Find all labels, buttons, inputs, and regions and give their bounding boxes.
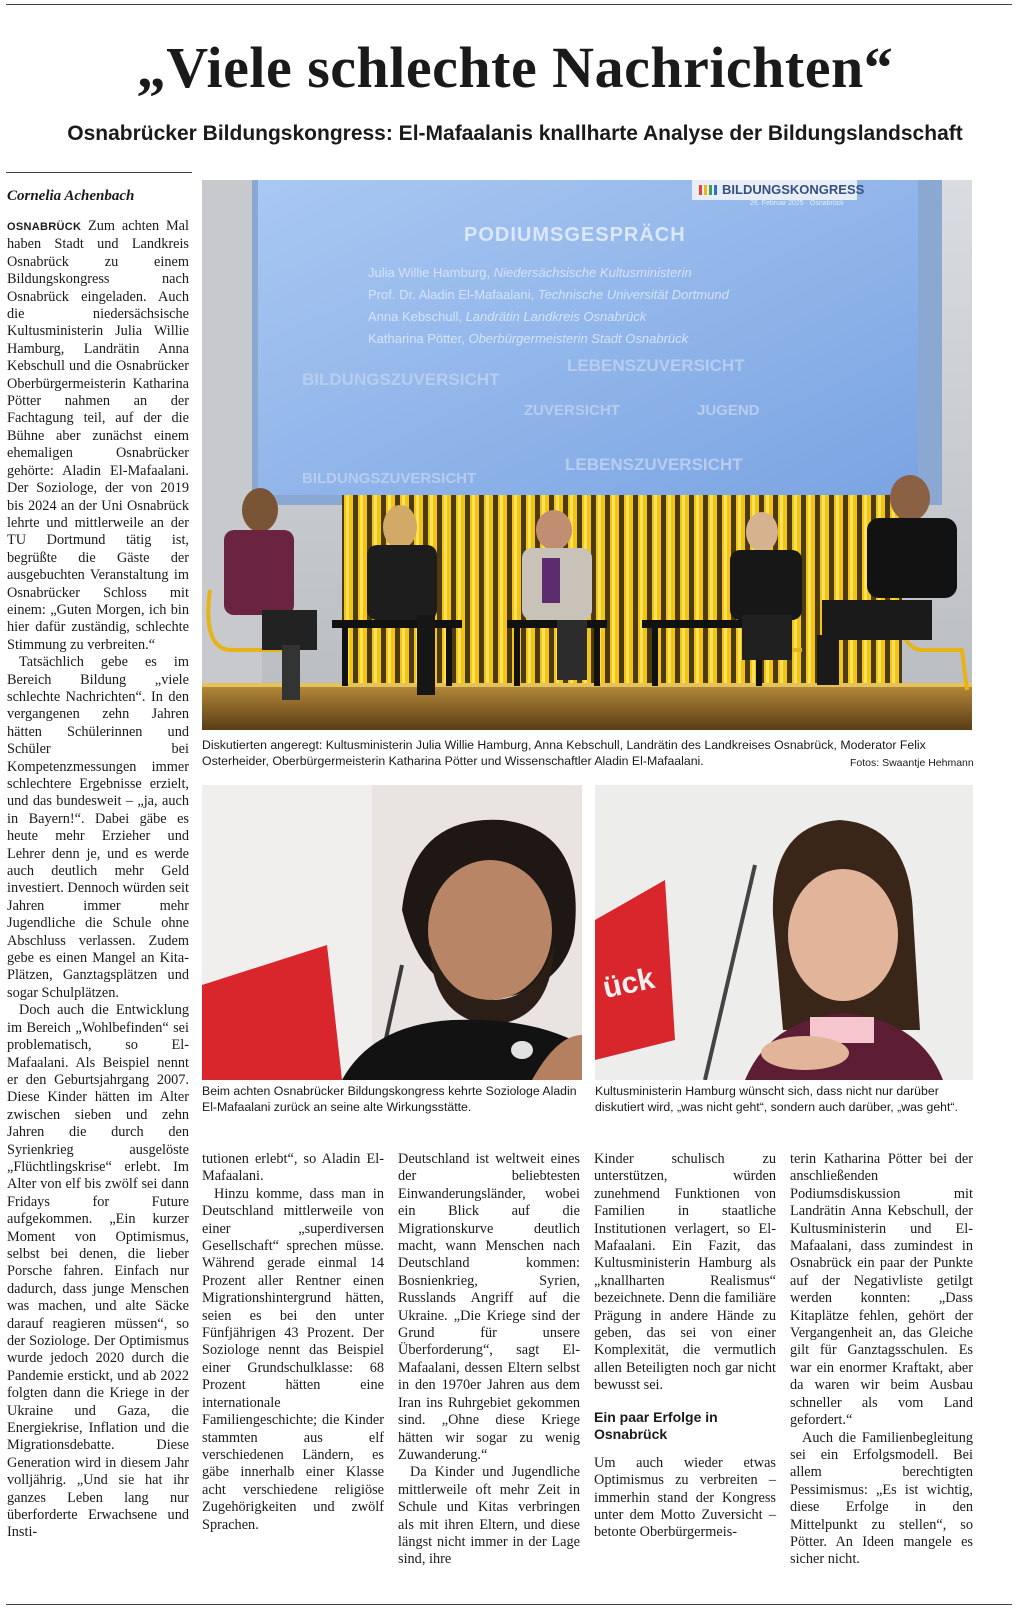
headline: „Viele schlechte Nachrichten“ — [136, 35, 894, 100]
screen-word: ZUVERSICHT — [524, 402, 620, 419]
screen-word: BILDUNGSZUVERSICHT — [302, 370, 500, 389]
screen-badge-subtitle: 26. Februar 2025 · Osnabrück — [750, 200, 844, 207]
paragraph: Deutschland ist weltweit eines der beliebtesten Einwanderungsländer, wobei ein Blick auf die Migrationskurve deutlich macht, wann Menschen nach Deutschland kommen: Bosnienkrieg, Syrien, Russlands Angriff auf die Ukraine. „Die Kriege sind der Grund für unsere Überforderung“, sagt El-Mafaalani, dessen Eltern selbst in den 1970er Jahren aus dem Iran ins Ruhrgebiet gekommen sind. „Ohne diese Kriege hätten wir sogar zu wenig Zuwanderung.“ — [398, 1151, 580, 1463]
paragraph: tutionen erlebt“, so Aladin El-Mafaalani. — [202, 1151, 384, 1185]
panel-entry: Katharina Pötter, Oberbürgermeisterin Stadt Osnabrück — [368, 331, 689, 346]
paragraph-text: Zum achten Mal haben Stadt und Landkreis Osnabrück zu einem Bildungskongress nach Osnabrück eingeladen. Auch die niedersächsische Kultusministerin Julia Willie Hamburg, Landrätin Anna Kebschull und die Osnabrücker Oberbürgermeisterin Katharina Pötter nahmen an der Fachtagung teil, auf der die Bühne aber zunächst einem ehemaligen Osnabrücker gehörte: Aladin El-Mafaalani. Der Soziologe, der von 2019 bis 2024 an der Uni Osnabrück lehrte und mittlerweile an der TU Dortmund tätig ist, begrüßte die Gäste der ausgebuchten Veranstaltung im Osnabrücker Schloss mit einem: „Guten Morgen, ich bin hier dafür zuständig, schlechte Stimmung zu verbreiten.“ — [7, 218, 189, 653]
screen-word: LEBENSZUVERSICHT — [565, 455, 743, 474]
dateline: OSNABRÜCK — [7, 221, 82, 233]
caption-main-photo: Diskutierten angeregt: Kultusministerin Julia Willie Hamburg, Anna Kebschull, Landrätin des Landkreises Osnabrück, Moderator Felix Osterheider, Oberbürgermeisterin Katharina Pötter und Wissenschaftler Aladin El-Mafaalani. — [202, 738, 926, 768]
bottom-rule — [6, 1604, 1012, 1605]
body-column-2 — [202, 1151, 384, 1534]
body-column-5 — [790, 1151, 973, 1569]
photo-hamburg — [595, 785, 973, 1080]
panel-entry: Anna Kebschull, Landrätin Landkreis Osnabrück — [368, 309, 647, 324]
body-column-4 — [594, 1151, 776, 1542]
top-rule — [6, 4, 1012, 5]
lectern-lettering: ück — [600, 961, 658, 1006]
paragraph: Hinzu komme, dass man in Deutschland mittlerweile von einer „superdiversen Gesellschaft“ sprechen müsse. Während gerade einmal 14 Prozent aller Rentner einen Migrationshintergrund hätten, seien es bei den unter Fünfjährigen 43 Prozent. Der Soziologe nennt das Beispiel einer Grundschulklasse: 68 Prozent hätten eine internationale Familiengeschichte; die Kinder stammten aus elf verschiedenen Ländern, es gäbe innerhalb einer Klasse acht verschiedene religiöse Zugehörigkeiten und zwölf Sprachen. — [202, 1185, 384, 1533]
paragraph: terin Katharina Pötter bei der anschließenden Podiumsdiskussion mit Landrätin Anna Kebschull, der Kultusministerin und El-Mafaalani, dass zumindest in Osnabrück ein paar der Punkte auf der Negativliste getilgt werden konnten: „Dass Kitaplätze fehlen, gehört der Vergangenheit an, das Gleiche gilt für Ganztagsschulen. Es war ein enormer Kraftakt, aber da waren wir beim Ausbau schneller als vom Land gefordert.“ — [790, 1151, 973, 1429]
photo-el-mafaalani — [202, 785, 582, 1080]
caption-right-photo: Kultusministerin Hamburg wünscht sich, dass nicht nur darüber diskutiert wird, „was nicht geht“, sondern auch darüber, „was geht“. — [595, 1084, 958, 1114]
paragraph: Doch auch die Entwicklung im Bereich „Wohlbefinden“ sei problematisch, so El-Mafaalani. Als Beispiel nennt er den Geburtsjahrgang 2007. Diese Kinder hätten im Alter zwischen sieben und zehn Jahren die durch den Syrienkrieg ausgelöste „Flüchtlingskrise“ erlebt. Im Alter von elf bis zwölf sei dann Fridays for Future aufgekommen. „Ein kurzer Moment von Optimismus, selbst bei denen, die lieber Porsche fahren. Einfach nur dadurch, dass junge Menschen was machen, und alte Säcke darauf reagieren müssen“, so der Soziologe. Der Optimismus wurde jedoch 2020 durch die Pandemie erstickt, und ab 2022 folgten dann die Kriege in der Ukraine und Gaza, die Energiekrise, Inflation und die Migrationsdebatte. Diese Generation wird in diesem Jahr volljährig. „Und sie hat ihr ganzes Leben lang nur überforderte Erwachsene und Insti- — [7, 1002, 189, 1541]
author: Cornelia Achenbach — [7, 188, 135, 204]
screen-word: LEBENSZUVERSICHT — [567, 356, 745, 375]
photo-panel-discussion — [202, 180, 972, 730]
screen-title: PODIUMSGESPRÄCH — [464, 224, 686, 246]
caption-left-photo: Beim achten Osnabrücker Bildungskongress kehrte Soziologe Aladin El-Mafaalani zurück an seine alte Wirkungsstätte. — [202, 1084, 577, 1114]
panel-entry: Julia Willie Hamburg, Niedersächsische Kultusministerin — [368, 265, 692, 280]
paragraph: Tatsächlich gebe es im Bereich Bildung „viele schlechte Nachrichten“. In den vergangenen zehn Jahren hätten Schülerinnen und Schüler bei Kompetenzmessungen immer schlechtere Ergebnisse erzielt, und das bundesweit – „ja, auch in Bayern!“. Dabei gäbe es heute mehr Erzieher und Lehrer denn je, und es werde auch deutlich mehr Geld investiert. Dennoch würden seit Jahren immer mehr Jugendliche die Schule ohne Abschluss verlassen. Zudem gebe es einen Mangel an Kita-Plätzen, Ganztagsplätzen und sogar Schulplätzen. — [7, 654, 189, 1001]
screen-word: JUGEND — [697, 402, 760, 419]
paragraph: Da Kinder und Jugendliche mittlerweile oft mehr Zeit in Schule und Kitas verbringen als mit ihren Eltern, und diese längst nicht immer in der Lage sind, ihre — [398, 1464, 580, 1568]
body-column-3 — [398, 1151, 580, 1569]
paragraph: Um auch wieder etwas Optimismus zu verbreiten – immerhin stand der Kongress unter dem Motto Zuversicht – betonte Oberbürgermeis- — [594, 1454, 776, 1541]
paragraph: Kinder schulisch zu unterstützen, würden zunehmend Funktionen von Familien in staatliche Institutionen verlagert, so El-Mafaalani. Ein Fazit, das Kultusministerin Hamburg als „knallharten Realismus“ bezeichnete. Denn die familiäre Prägung in andere Hände zu geben, das sei von einer Komplexität, die vermutlich allen Beteiligten noch gar nicht bewusst sei. — [594, 1151, 776, 1394]
crosshead: Ein paar Erfolge in Osnabrück — [594, 1408, 718, 1442]
screen-word: BILDUNGSZUVERSICHT — [302, 470, 477, 487]
author-rule — [6, 172, 192, 173]
body-column-1 — [7, 218, 189, 1542]
panel-entry: Prof. Dr. Aladin El-Mafaalani, Technische Universität Dortmund — [368, 287, 729, 302]
photo-credit: Fotos: Swaantje Hehmann — [850, 757, 974, 769]
paragraph: Auch die Familienbegleitung sei ein Erfolgsmodell. Bei allem berechtigten Pessimismus: „Es ist wichtig, diese Erfolge in den Mittelpunkt zu stellen“, so Pötter. An Ideen mangele es sicher nicht. — [790, 1429, 973, 1568]
paragraph — [7, 218, 189, 654]
subheadline: Osnabrücker Bildungskongress: El-Mafaalanis knallharte Analyse der Bildungslandschaft — [67, 122, 963, 145]
screen-badge: BILDUNGSKONGRESS — [722, 182, 865, 197]
